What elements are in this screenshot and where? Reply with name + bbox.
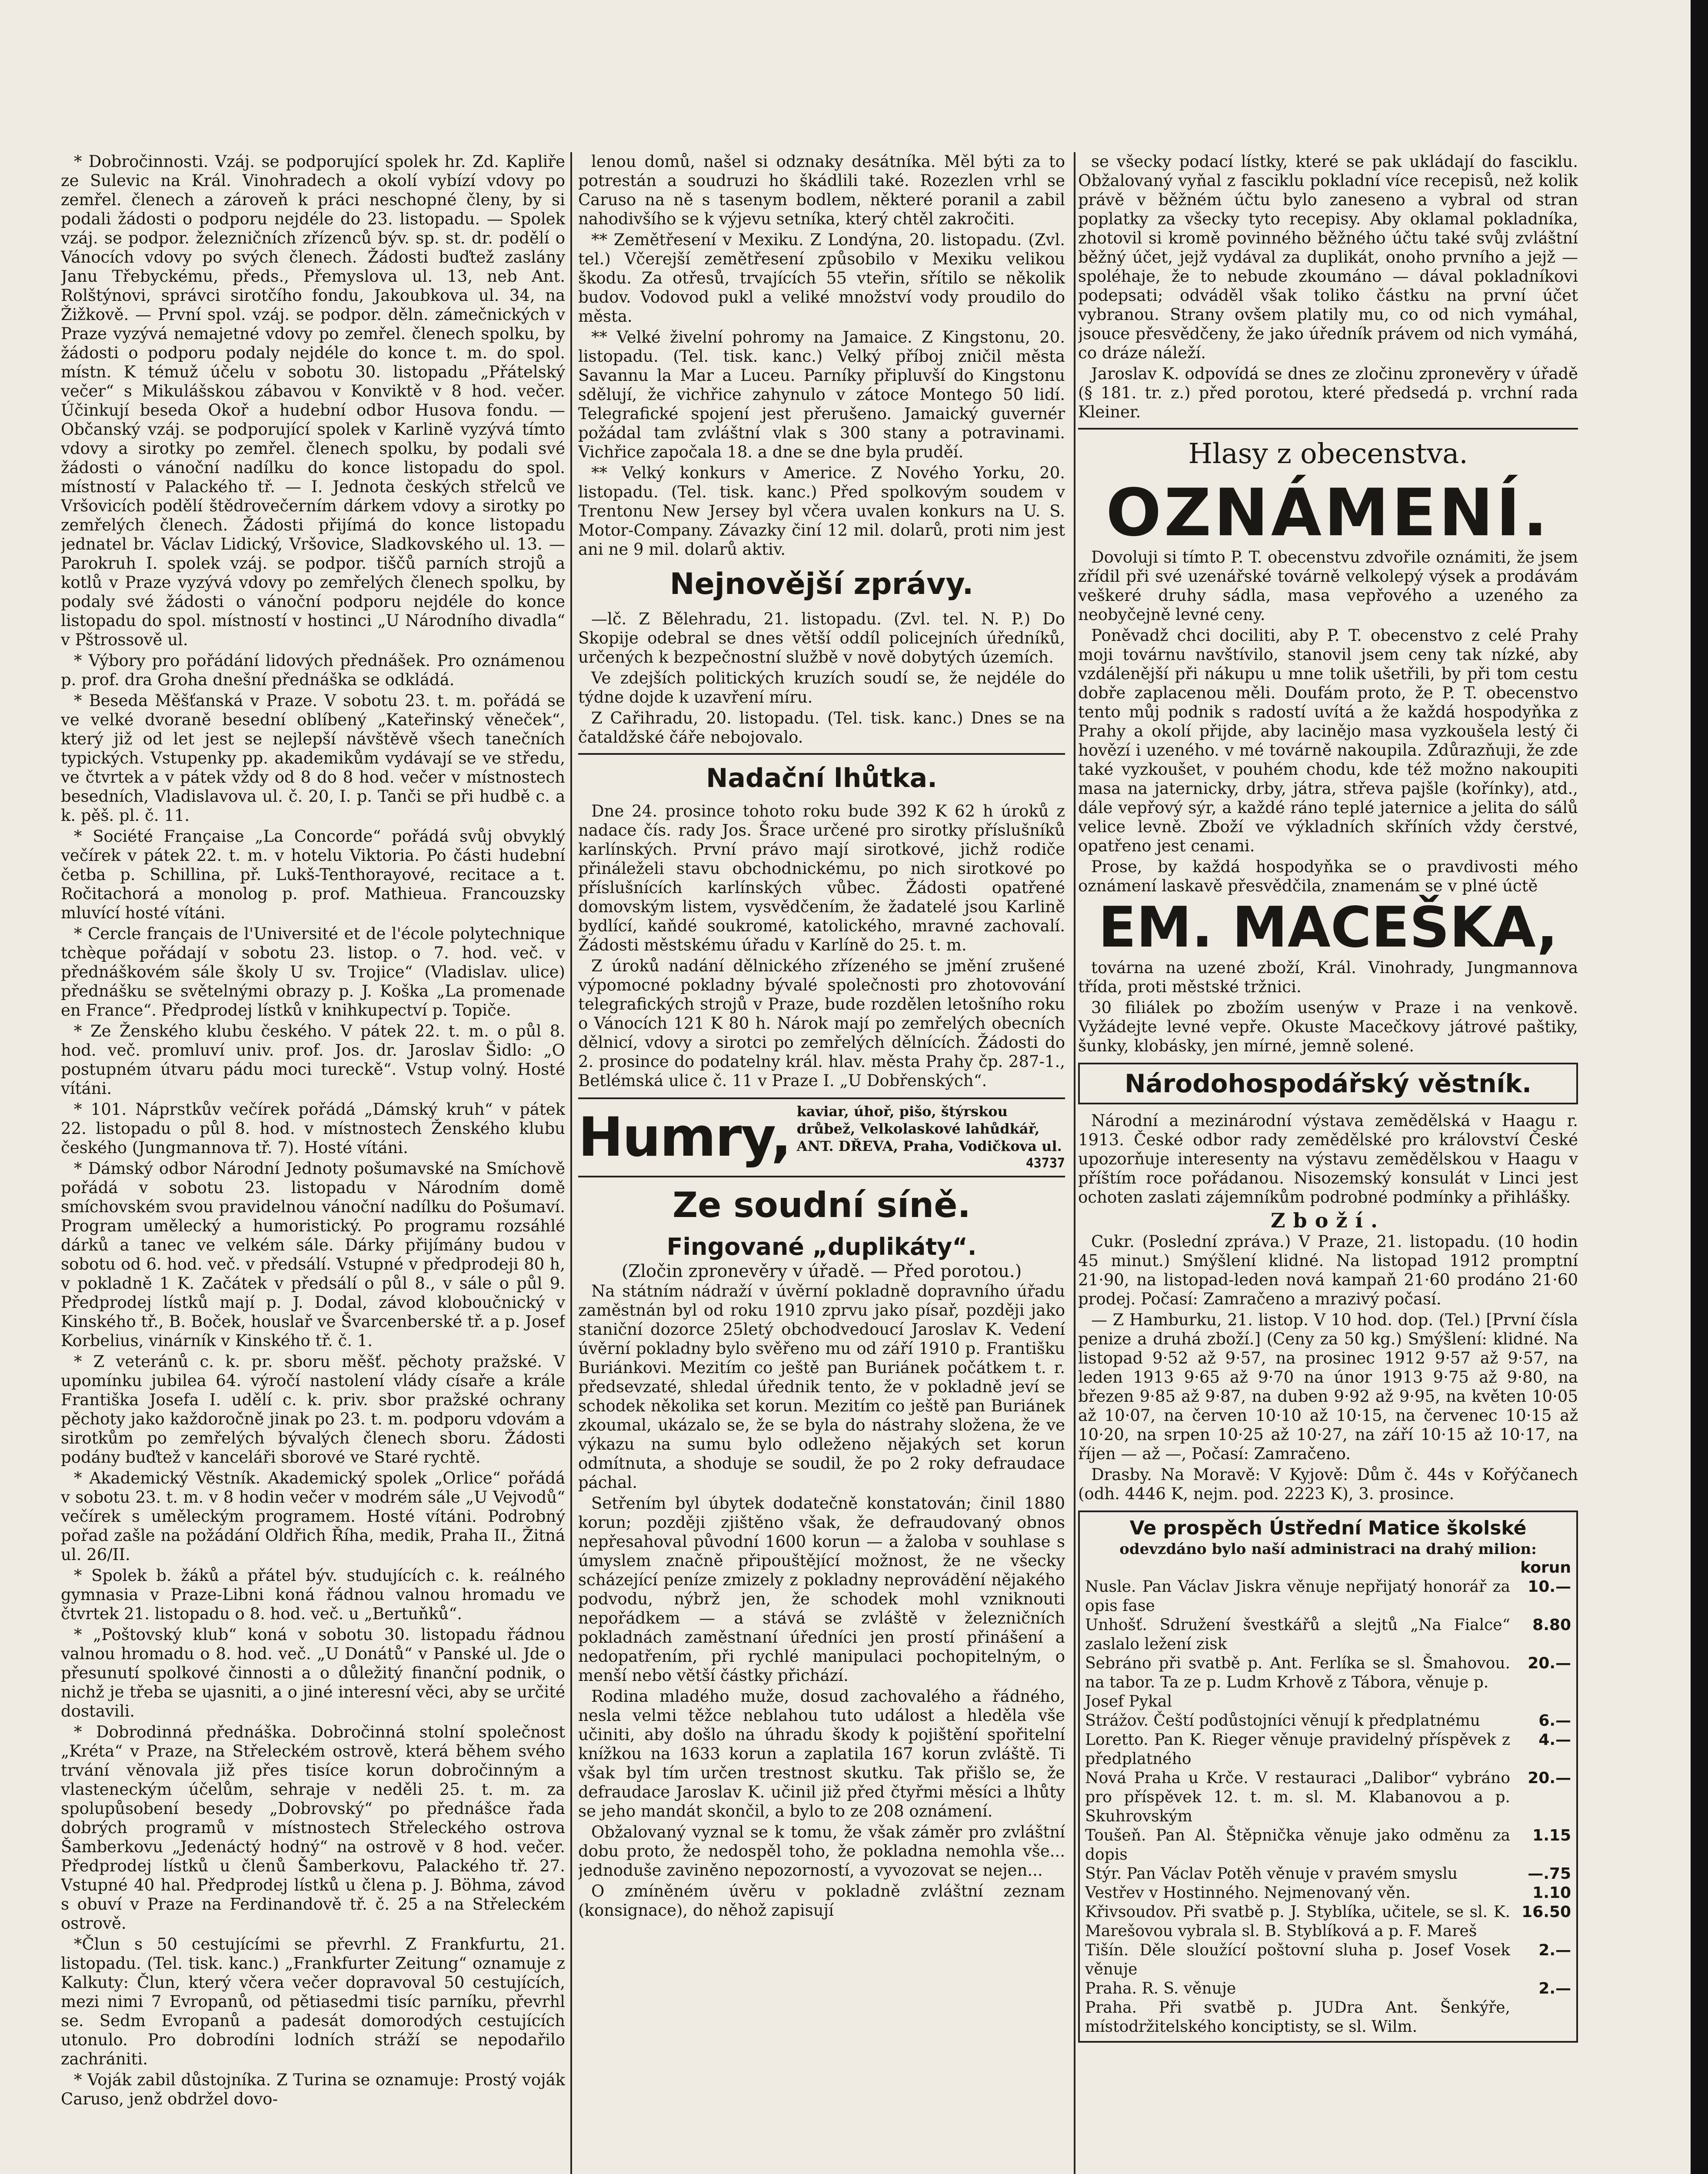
humry-text bbox=[791, 1103, 1065, 1172]
announcement-heading: OZNÁMENÍ. bbox=[1106, 475, 1550, 551]
donation-row bbox=[1085, 1731, 1571, 1769]
news-item: * Akademický Věstník. Akademický spolek „Orlice“ pořádá v sobotu 23. t. m. v 8 hodin večer v modrém sále „U Vejvodů“ večírek s uměleckým programem. Hosté vítáni. Podrobný pořad zašle na požádání Oldřich Říha, medik, Praha II., Žitná ul. 26/II. bbox=[61, 1469, 565, 1564]
donation-text: Josef Pykal bbox=[1085, 1693, 1172, 1711]
news-item: Obžalovaný vyznal se k tomu, že však záměr pro zvláštní dobu proto, že nedospěl toho, že pokladna nemohla vše... jednoduše zaviněno nepozorností, a vyvozovat se nejen... bbox=[578, 1823, 1065, 1880]
donation-text: Loretto. Pan K. Rieger věnuje pravidelný příspěvek z předplatného bbox=[1085, 1731, 1510, 1768]
market-report: — Z Hamburku, 21. listop. V 10 hod. dop. (Tel.) [První čísla penize a druhá zboží.] (Ceny za 50 kg.) Smýšlení: klidné. Na listopad 9·52 až 9·57, na prosinec 1912 9·57 až 9·57, na leden 1913 9·65 až 9·70 na únor 1913 9·75 až 9·80, na březen 9·85 až 9·87, na duben 9·92 až 9·95, na květen 10·05 až 10·07, na červen 10·10 až 10·15, na červenec 10·15 až 10·20, na srpen 10·25 až 10·27, na září 10·15 až 10·17, na říjen — až —, Počasí: Zamračeno. bbox=[1078, 1310, 1578, 1463]
news-item: * Cercle français de l'Université et de l'école polytechnique tchèque pořádají v sobotu 23. listop. o 7. hod. več. v přednáškovém sále školy U sv. Trojice“ (Vladislav. ulice) přednášku se světelnými obrazy p. J. Koška „La promenade en France“. Předprodej lístků v knihkupectví p. Topiče. bbox=[61, 924, 565, 1020]
donation-amount: 1.15 bbox=[1532, 1827, 1571, 1844]
donation-row bbox=[1085, 1864, 1571, 1884]
donations-subtitle: odevzdáno bylo naší administraci na drahý milion: bbox=[1119, 1540, 1537, 1558]
news-item: ** Zemětřesení v Mexiku. Z Londýna, 20. listopadu. (Zvl. tel.) Včerejší zemětřesení způsobilo v Mexiku velikou škodu. Za otřesů, trvajících 55 vteřin, sřítilo se několik budov. Vodovod pukl a veliké množství vody proudilo do města. bbox=[578, 230, 1065, 326]
donation-amount: 8.80 bbox=[1532, 1616, 1571, 1634]
news-item: * Voják zabil důstojníka. Z Turina se oznamuje: Prostý voják Caruso, jenž obdržel dovo- bbox=[61, 2071, 565, 2108]
donation-row bbox=[1085, 1998, 1571, 2037]
news-item: * Dobrodinná přednáška. Dobročinná stolní společnost „Kréta“ v Praze, na Střeleckém ostrově, která během svého trvání věnovala již přes tisíce korun dobročinným a vlasteneckým účelům, sehraje v neděli 25. t. m. za spolupůsobení besedy „Dobrovský“ po přednášce řada dobrých programů v místnostech Střeleckého ostrova Šamberkovu „Jedenáctý hodný“ na ostrově v 8 hod. večer. Předprodej lístků u členů Šamberkovu, Palackého tř. 27. Vstupné 40 hal. Předprodej lístků u člena p. J. Böhma, závod s obuví v Praze na Ferdinandově tř. č. 25 a na Střeleckém ostrově. bbox=[61, 1723, 565, 1933]
news-item: se všecky podací lístky, které se pak ukládají do fasciklu. Obžalovaný vyňal z fasciklu pokladní více recepisů, než kolik právě v běžném účtu bylo zaneseno a vybral od stran poplatky za všecky tyto recepisy. Aby oklamal pokladníka, zhotovil si kromě povinného běžného účtu také svůj zvláštní běžný účet, jejž vydával za duplikát, onoho prvního a jejž — spoléhaje, že to nebude zkoumáno — dával pokladníkovi podepsati; odváděl však toliko částku na první účet vybranou. Strany ovšem platily mu, co od nich vymáhal, jsouce přesvědčeny, že jako úředník právem od nich vymáhá, co dráze náleží. bbox=[1078, 152, 1578, 362]
donation-amount: —.75 bbox=[1528, 1865, 1571, 1883]
donation-row bbox=[1085, 1903, 1571, 1941]
news-item: * Z veteránů c. k. pr. sboru měšť. pěchoty pražské. V upomínku jubilea 64. výročí nastolení vlády císaře a krále Františka Josefa I. udělí c. k. priv. sbor pražské ochrany pěchoty jako každoročně jinak po 23. t. m. podporu vdovám a sirotkům po zemřelých bývalých členech sboru. Žádosti podány buďtež v kanceláři sborové ve Staré rychtě. bbox=[61, 1352, 565, 1467]
donation-text: Nusle. Pan Václav Jiskra věnuje nepřijatý honorář za opis fase bbox=[1085, 1578, 1510, 1615]
humry-advert bbox=[578, 1097, 1065, 1177]
news-item: Z úroků nadání dělnického zřízeného se jmění zrušené výpomocné pokladny bývalé společnosti pro zhotovování telegrafických strojů v Praze, bude rozdělen letošního roku o Vánocích 121 K 80 h. Nárok mají po zemřelých obecních dělnicí, vdovy a sirotci po zemřelých dělnících. Žádosti do 2. prosince do podatelny král. hlav. města Prahy čp. 287-1., Betlémská ulice č. 11 v Praze I. „U Dobřenských“. bbox=[578, 957, 1065, 1090]
donation-text: Tišín. Děle sloužící poštovní sluha p. Josef Vosek věnuje bbox=[1085, 1941, 1510, 1978]
news-item: ** Velké živelní pohromy na Jamaice. Z Kingstonu, 20. listopadu. (Tel. tisk. kanc.) Velký příboj zničil města Savannu la Mar a Luceu. Parníky připluvší do Kingstonu sdělují, že vichřice zahynulo v zátoce Montego 50 lidí. Telegrafické spojení jest přerušeno. Jamaický guvernér požádal tam zvláštní vlak s 300 stany a potravinami. Vichřice započala 18. a dne se dne byla pruděí. bbox=[578, 328, 1065, 461]
humry-title: Humry, bbox=[578, 1106, 791, 1169]
column-1 bbox=[61, 152, 565, 2174]
donation-row bbox=[1085, 1616, 1571, 1654]
donation-text: Unhošť. Sdružení švestkářů a slejtů „Na Fialce“ zaslalo ležení zisk bbox=[1085, 1616, 1510, 1653]
donation-row bbox=[1085, 1654, 1571, 1692]
news-item: —lč. Z Bělehradu, 21. listopadu. (Zvl. tel. N. P.) Do Skopije odebral se dnes větší oddíl policejních úředníků, určených k bezpečnostní službě v nově dobytých územích. bbox=[578, 610, 1065, 667]
section-heading-latest-news: Nejnovější zprávy. bbox=[669, 567, 974, 601]
donation-amount: 6.— bbox=[1538, 1712, 1571, 1730]
news-item: * Société Française „La Concorde“ pořádá svůj obvyklý večírek v pátek 22. t. m. v hotelu Viktoria. Po části hudební četba p. Schillina, př. Lukš-Tenthorayové, recitace a t. Ročitachorá a monolog p. prof. Mathieua. Francouzsky mluvící hosté vítáni. bbox=[61, 827, 565, 922]
scan-edge bbox=[1691, 0, 1708, 2174]
news-item: Z Cařihradu, 20. listopadu. (Tel. tisk. kanc.) Dnes se na čataldžské čáře nebojovalo. bbox=[578, 709, 1065, 747]
donation-row bbox=[1085, 1979, 1571, 1998]
donation-amount: 1.10 bbox=[1532, 1884, 1571, 1902]
news-item: Jaroslav K. odpovídá se dnes ze zločinu zpronevěry v úřadě (§ 181. tr. z.) před porotou, které předsedá p. vrchní rada Kleiner. bbox=[1078, 364, 1578, 421]
donation-row bbox=[1085, 1692, 1571, 1711]
news-item: Na státním nádraží v úvěrní pokladně dopravního úřadu zaměstnán byl od roku 1910 zprvu jako písař, později jako staniční dozorce 25letý obchodvedoucí Jaroslav K. Vedení úvěrní pokladny bylo svěřeno mu od září 1910 p. Františku Buriánkovi. Mezitím co ještě pan Buriánek počátkem t. r. předsevzaté, shledal úřednik tento, že v pokladně jeví se schodek několika set korun. Mezitím co ještě pan Buriánek zkoumal, ukázalo se, že se byla do nástrahy složena, že ve výkazu na sumu bylo odleženo nějakých set korun odmítnuta, a shoduje se soudil, že po 2 roky defraudace páchal. bbox=[578, 1282, 1065, 1492]
humry-line: ANT. DŘEVA, Praha, Vodičkova ul. bbox=[796, 1138, 1062, 1154]
donation-row bbox=[1085, 1941, 1571, 1979]
news-item: * Beseda Měšťanská v Praze. V sobotu 23. t. m. pořádá se ve velké dvoraně besední oblíbený „Kateřinský věneček“, který již od let jest se nejlepší návštěvě všech tanečních typických. Vstupenky pp. akademikům vydávají se ve středu, ve čtvrtek a v pátek vždy od 8 do 8 hod. večer v místnostech besedních, Vladislavova ul. č. 20, I. p. Tanči se při hudbě c. a k. pěš. pl. č. 11. bbox=[61, 691, 565, 825]
donations-unit-row bbox=[1085, 1558, 1571, 1577]
news-item: O zmíněném úvěru v pokladně zvláštní zeznam (konsignace), do něhož zapisují bbox=[578, 1882, 1065, 1920]
news-item: Národní a mezinárodní výstava zemědělská v Haagu r. 1913. České odbor rady zemědělské pro království České upozorňuje interesenty na výstavu zemědělskou v Haagu v příštím roce pořádanou. Nisozemský konsulát v Linci jest ochoten zaslati zájemníkům podrobné podmínky a přihlášky. bbox=[1078, 1111, 1578, 1207]
donation-amount bbox=[1510, 1998, 1571, 2037]
donation-row bbox=[1085, 1711, 1571, 1731]
court-article-title: Fingované „duplikáty“. bbox=[666, 1233, 977, 1260]
donation-row bbox=[1085, 1826, 1571, 1864]
donation-row bbox=[1085, 1769, 1571, 1826]
announcement-text: Dovoluji si tímto P. T. obecenstvu zdvořile oznámiti, že jsem zřídil při své uzenářské továrně velkolepý výsek a prodávám veškeré druhy sádla, masa vepřového a uzeného za neobyčejně levné ceny. bbox=[1078, 548, 1578, 624]
donation-amount: 10.— bbox=[1528, 1578, 1571, 1596]
columns-area bbox=[61, 152, 1578, 2174]
maceska-branches: 30 filiálek po zbožím usenýw v Praze i na venkově. Vyžádejte levné vepře. Okuste Macečkovy játrové paštiky, šunky, klobásky, jen mírné, jemně solené. bbox=[1078, 998, 1578, 1055]
news-item: ** Velký konkurs v Americe. Z Nového Yorku, 20. listopadu. (Tel. tisk. kanc.) Před spolkovým soudem v Trentonu New Jersey byl včera uvalen konkurs na U. S. Motor-Company. Závazky činí 12 mil. dolarů, proti nim jest ani ne 9 mil. dolarů aktiv. bbox=[578, 463, 1065, 559]
maceska-address: továrna na uzené zboží, Král. Vinohrady, Jungmannova třída, proti městské tržnici. bbox=[1078, 958, 1578, 996]
news-item: Setřením byl úbytek dodatečně konstatován; činil 1880 korun; později zjištěno však, že defraudovaný obnos nepřesahoval původní 1600 korun — a žaloba v souhlase s úmyslem značně připouštějící možnost, že ne všecky scházející peníze zmizely z pokladny neprovádění nějakého podvodu, nýbrž jen, že schodek mohl vzniknouti nepořádkem — a stává se zvláště v železničních pokladnách zaměstnaní úředníci jen prostí přinášení a nedopatřením, při rychlé manipulaci pochopitelným, o menší nebo větší částky přichází. bbox=[578, 1494, 1065, 1685]
market-report: Cukr. (Poslední zpráva.) V Praze, 21. listopadu. (10 hodin 45 minut.) Smýšlení klidné. Na listopad 1912 promptní 21·90, na listopad-leden nová kampaň 21·60 prodáno 21·60 prodej. Počasí: Zamračeno a mrazivý počasí. bbox=[1078, 1232, 1578, 1308]
column-3 bbox=[1078, 152, 1578, 2174]
announcement-text: Prose, by každá hospodyňka se o pravdivosti mého oznámení laskavě přesvědčila, znamenám se v plné úctě bbox=[1078, 857, 1578, 895]
donation-amount: 16.50 bbox=[1522, 1903, 1571, 1921]
donation-text: Vestřev v Hostinného. Nejmenovaný věn. bbox=[1085, 1884, 1411, 1902]
donation-text: Nová Praha u Krče. V restauraci „Dalibor“ vybráno pro příspěvek 12. t. m. sl. M. Klabanovou a p. Skuhrovským bbox=[1085, 1769, 1510, 1825]
donation-row bbox=[1085, 1884, 1571, 1903]
donation-text: Křivsoudov. Při svatbě p. J. Styblíka, učitele, se sl. K. Marešovou vybrala sl. B. Styblíková a p. F. Mareš bbox=[1085, 1903, 1510, 1940]
news-item: * Dámský odbor Národní Jednoty pošumavské na Smíchově pořádá v sobotu 23. listopadu v Národním domě smíchovském svou pravidelnou vánoční nadílku do Pošumaví. Program umělecký a humoristický. Po programu rozsáhlé dárků a tanec ve velkém sále. Dárky přijímány budou v sobotu od 6. hod. več. v předsálí. Vstupné v předprodeji 80 h, v pokladně 1 K. Začátek v předsálí o půl 8., v sále o půl 9. Předprodej lístků mají p. J. Dodal, závod kloboučnický v Kinského tř., B. Boček, houslař ve Švarcenberské tř. a p. Josef Korbelius, vinárník v Kinského tř. č. 1. bbox=[61, 1159, 565, 1350]
news-item: * Spolek b. žáků a přátel býv. studujících c. k. reálného gymnasia v Praze-Libni koná řádnou valnou hromadu ve čtvrtek 21. listopadu o 8. hod. več. u „Bertuňků“. bbox=[61, 1566, 565, 1623]
section-heading-goods: Zboží. bbox=[1270, 1209, 1386, 1232]
news-item: * Dobročinnosti. Vzáj. se podporující spolek hr. Zd. Kapliře ze Sulevic na Král. Vinohradech a okolí vybízí vdovy po zemřel. členech a zároveň k práci neschopné členy, by si podali žádosti o podporu nejdéle do 23. listopadu. — Spolek vzáj. se podpor. železničních zřízenců býv. sp. st. dr. podělí o Vánocích vdovy po svých členech. Žádosti buďtež zaslány Janu Třebyckému, předs., Přemyslova ul. 13, neb Ant. Rolštýnovi, správci sirotčího fondu, Jakoubkova ul. 34, na Žižkově. — První spol. vzáj. se podpor. děln. zámečnických v Praze vyzývá nemajetné vdovy po zemřel. členech spolku, by žádosti o podporu podaly nejdéle do konce t. m. do spol. místn. K témuž účelu v sobotu 30. listopadu „Přátelský večer“ s Mikulášskou zábavou v Konviktě v 8 hod. večer. Účinkují beseda Okoř a hudební odbor Husova fondu. — Občanský vzáj. se podporující spolek v Karlině vyzývá tímto vdovy a sirotky po zemřel. členech spolku, by podali své žádosti o vánoční nadílku do konce listopadu do spol. místností v Palackého tř. — I. Jednota českých střelců ve Vršovicích podělí štědrovečerním dárkem vdovy a sirotky po zemřelých členech. Žádosti přijímá do konce listopadu jednatel br. Václav Lidický, Vršovice, Sladkovského ul. 13. — Parokruh I. spolek vzáj. se podpor. tiščů parních strojů a kotlů v Praze vyzývá vdovy po zemřelých členech spolku, by podaly své žádosti o vánoční podporu nejdéle do konce listopadu do spol. místností v hostinci „U Národního divadla“ v Pštrossově ul. bbox=[61, 152, 565, 649]
donations-title: Ve prospěch Ústřední Matice školské bbox=[1129, 1517, 1527, 1539]
donation-text: Sebráno při svatbě p. Ant. Ferlíka se sl. Šmahovou. na tabor. Ta ze p. Ludm Krhově z Tábora, věnuje p. bbox=[1085, 1654, 1510, 1691]
divider bbox=[1078, 428, 1578, 430]
donation-amount bbox=[1510, 1692, 1571, 1711]
donation-amount: 4.— bbox=[1538, 1731, 1571, 1749]
donation-amount: 2.— bbox=[1538, 1941, 1571, 1959]
donation-text: Stýr. Pan Václav Potěh věnuje v pravém smyslu bbox=[1085, 1865, 1458, 1883]
news-item: * 101. Náprstkův večírek pořádá „Dámský kruh“ v pátek 22. listopadu o půl 8. hod. v místnostech Ženského klubu českého (Jungmannova tř. 7). Hosté vítáni. bbox=[61, 1100, 565, 1157]
donation-amount: 20.— bbox=[1528, 1654, 1571, 1672]
donation-text: Strážov. Čeští podůstojníci věnují k předplatnému bbox=[1085, 1712, 1480, 1730]
news-item: *Člun s 50 cestujícími se převrhl. Z Frankfurtu, 21. listopadu. (Tel. tisk. kanc.) „Frankfurter Zeitung“ oznamuje z Kalkuty: Člun, který včera večer dopravoval 50 cestujících, mezi nimi 7 Evropanů, od pětiasedmi tisíc parníku, převrhl se. Sedm Evropanů a padesát domorodých cestujících utonulo. Pro dobrodíni lodních stráží se nepodařilo zachrániti. bbox=[61, 1935, 565, 2068]
donation-text: Toušeň. Pan Al. Štěpnička věnuje jako odměnu za dopis bbox=[1085, 1827, 1510, 1864]
donation-amount: 20.— bbox=[1528, 1769, 1571, 1787]
divider bbox=[578, 753, 1065, 755]
section-heading-foundation: Nadační lhůtka. bbox=[706, 763, 937, 794]
section-heading-economy: Národohospodářský věstník. bbox=[1078, 1063, 1578, 1104]
maceska-name: EM. MACEŠKA, bbox=[1098, 895, 1558, 960]
news-item: * „Poštovský klub“ koná v sobotu 30. listopadu řádnou valnou hromadu o 8. hod. več. „U Donátů“ v Panské ul. Jde o přesunutí spolkové činnosti a o důležitý finanční podnik, o nichž je třeba se ujasniti, a o jiné interesní věci, aby se určité dostavili. bbox=[61, 1625, 565, 1721]
news-item: * Výbory pro pořádání lidových přednášek. Pro oznámenou p. prof. dra Groha dnešní přednáška se odkládá. bbox=[61, 651, 565, 689]
court-article-subtitle: (Zločin zpronevěry v úřadě. — Před porotou.) bbox=[621, 1261, 1022, 1281]
news-item: Dne 24. prosince tohoto roku bude 392 K 62 h úroků z nadace čís. rady Jos. Šrace určené pro sirotky příslušníků karlínských. První právo mají sirotkové, jichž rodiče přináleželi stavu obchodnickému, po nich sirotkové po příslušnících karlínských vůbec. Žádosti opatřené domovským listem, vysvědčením, že žadatelé jsou Karlině bydlící, kaňdé soukromé, katolického, mravné zachovalí. Žádosti městskému úřadu v Karlíně do 25. t. m. bbox=[578, 802, 1065, 954]
donations-unit-label: korun bbox=[1520, 1559, 1571, 1577]
donations-list bbox=[1085, 1577, 1571, 2037]
announcement-text: Poněvadž chci dociliti, aby P. T. obecenstvo z celé Prahy moji továrnu navštívilo, stanovil jsem ceny tak nízké, aby vzdálenější při nákupu u mne tolik ušetřili, by při tom cestu dobře zaplacenou měli. Doufám proto, že P. T. obecenstvo tento můj podnik s radostí uvítá a že každá hospodyňka z Prahy a okolí přijde, aby lacinějo masa vyzkoušela lestý či hovězí i uzeného. v mé továrně nakoupila. Zdůrazňuji, že zde také vyzkoušet, v pouhém chodu, kde též možno nakoupiti masa na jaternicky, drby, játra, střeva pajšle (kořínky), atd., dále vepřový sýr, a každé ráno teplé jaternice a jelita do sálů velice levně. Zboží ve výkladních skříních vždy čerstvé, opatřeno jest cenami. bbox=[1078, 626, 1578, 855]
donation-text: Praha. R. S. věnuje bbox=[1085, 1980, 1236, 1997]
section-heading-public-voices: Hlasy z obecenstva. bbox=[1188, 438, 1468, 470]
donation-text bbox=[1085, 1558, 1510, 1577]
donations-box bbox=[1078, 1510, 1578, 2043]
news-item: * Ze Ženského klubu českého. V pátek 22. t. m. o půl 8. hod. več. promluví univ. prof. Jos. dr. Jaroslav Šidlo: „O postupném útvaru pádu moci tureckě“. Vstup volný. Hosté vítáni. bbox=[61, 1022, 565, 1098]
auction-notice: Drasby. Na Moravě: V Kyjově: Dům č. 44s v Kořýčanech (odh. 4446 K, nejm. pod. 2223 K), 3. prosince. bbox=[1078, 1465, 1578, 1503]
donation-amount: 2.— bbox=[1538, 1980, 1571, 1997]
donation-text: Praha. Při svatbě p. JUDra Ant. Šenkýře, místodržitelského konciptisty, se sl. Wilm. bbox=[1085, 1999, 1510, 2036]
news-item: Rodina mladého muže, dosud zachovalého a řádného, nesla velmi těžce neblahou tuto událost a hleděla vše učiniti, aby došlo na úhradu škody k pojištění spořitelní knížkou na 1633 korun a zaplatila 167 korun zvláště. Ti však byl tím určen trestnost skutku. Tak přišlo se, že defraudace Jaroslav K. učinil již před čtyřmi měsíci a lhůty se jeho mandát skončil, a bylo to ze 208 oznámení. bbox=[578, 1687, 1065, 1821]
news-item: lenou domů, našel si odznaky desátníka. Měl býti za to potrestán a soudruzi ho škádlili také. Rozezlen vrhl se Caruso na ně s tasenym bodlem, některé poranil a zabil nahodivšího se k výjevu setníka, který chtěl zakročiti. bbox=[578, 152, 1065, 228]
humry-line: kaviar, úhoř, pišo, štýrskou drůbež, Velkolaskové lahůdkář, bbox=[796, 1103, 1040, 1137]
news-item: Ve zdejších politických kruzích soudí se, že nejdéle do týdne dojde k uzavření míru. bbox=[578, 669, 1065, 707]
section-heading-court: Ze soudní síně. bbox=[673, 1185, 971, 1225]
humry-ref: 43737 bbox=[1025, 1156, 1065, 1171]
column-2 bbox=[578, 152, 1065, 2174]
donation-row bbox=[1085, 1577, 1571, 1616]
